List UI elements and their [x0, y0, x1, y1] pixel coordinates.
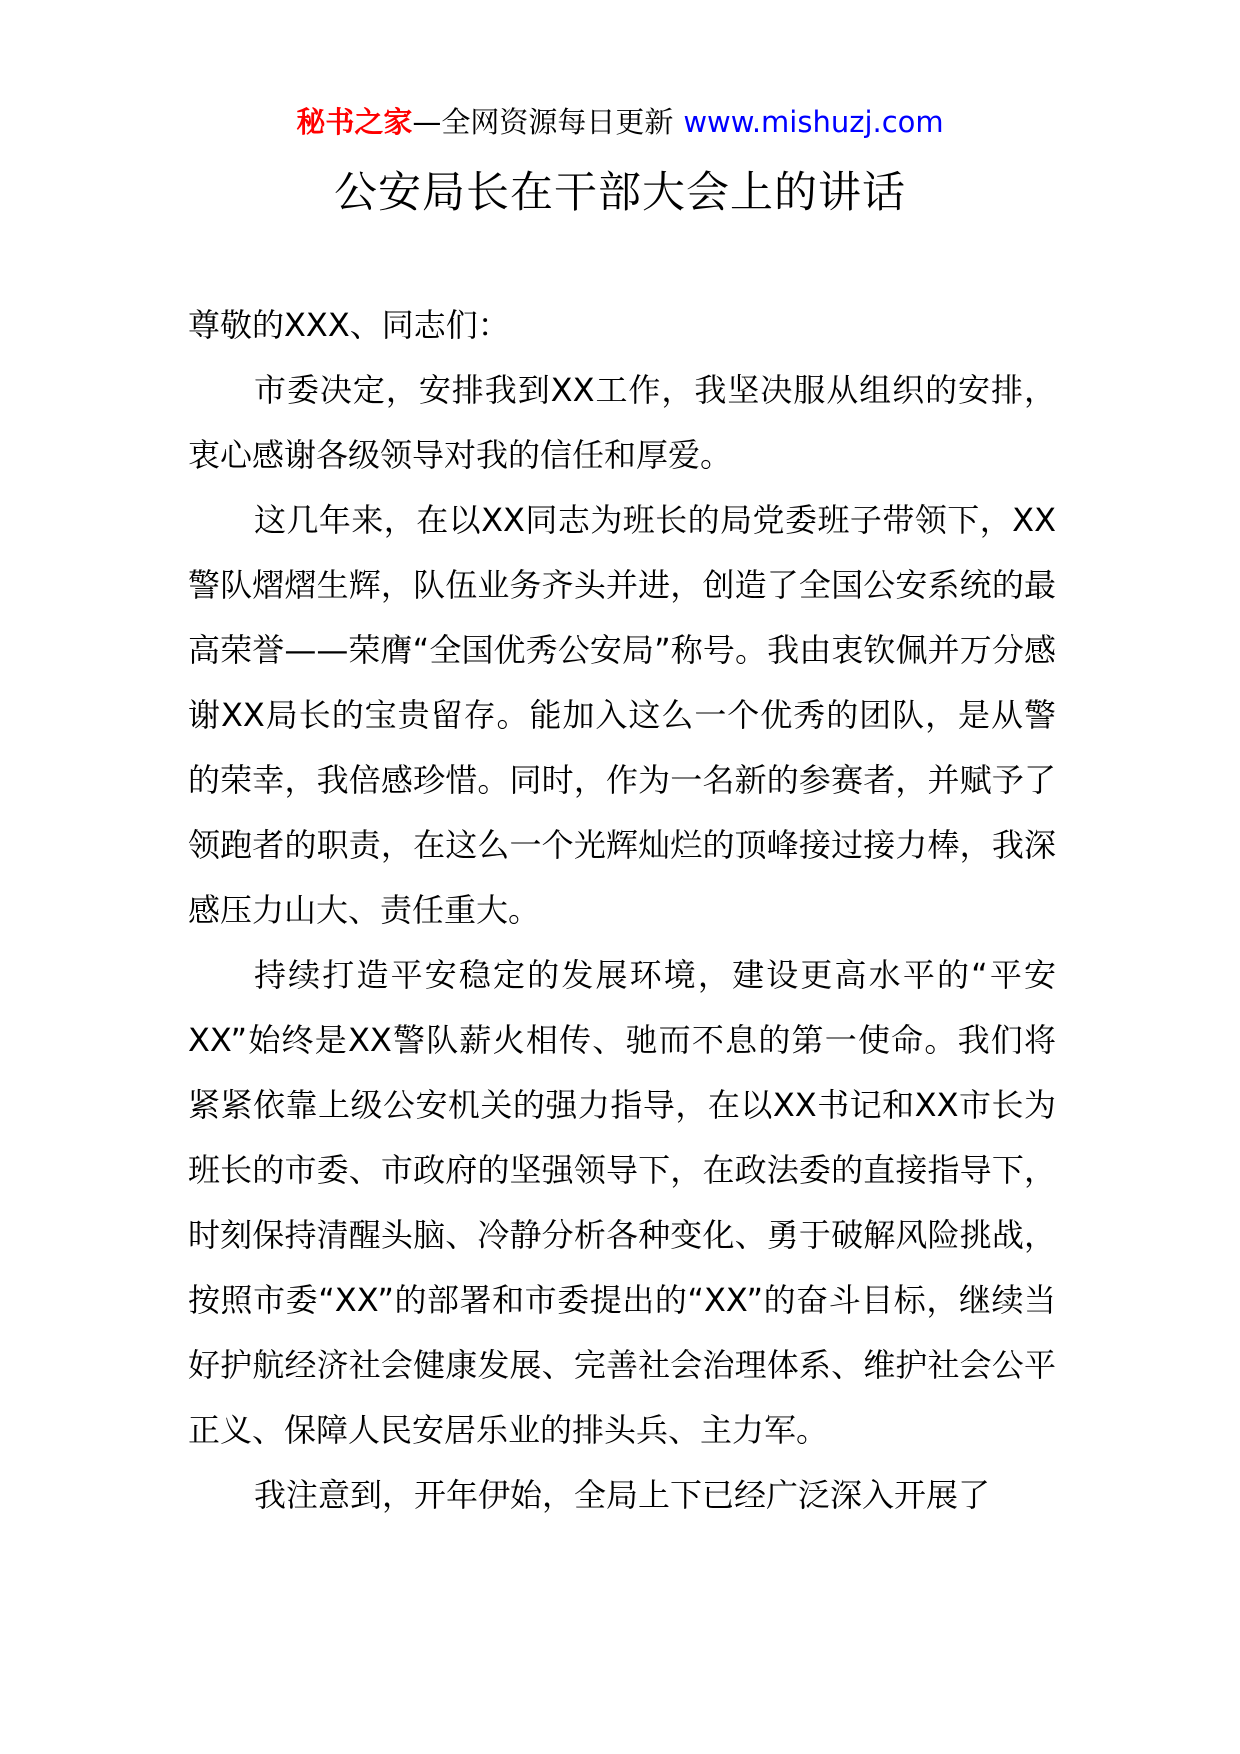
- document-title: 公安局长在干部大会上的讲话: [334, 168, 906, 218]
- site-url-link[interactable]: www.mishuzj.com: [683, 105, 944, 139]
- body-paragraph: 持续打造平安稳定的发展环境，建设更高水平的“平安XX”始终是XX警队薪火相传、驰而不息的第一使命。我们将紧紧依靠上级公安机关的强力指导，在以XX书记和XX市长为班长的市委、市政府的坚强领导下，在政法委的直接指导下，时刻保持清醒头脑、冷静分析各种变化、勇于破解风险挑战，按照市委“XX”的部署和市委提出的“XX”的奋斗目标，继续当好护航经济社会健康发展、完善社会治理体系、维护社会公平正义、保障人民安居乐业的排头兵、主力军。: [188, 956, 1056, 1449]
- brand-name: 秘书之家: [296, 105, 413, 139]
- salutation: 尊敬的XXX、同志们：: [188, 306, 510, 344]
- body-paragraph: 这几年来，在以XX同志为班长的局党委班子带领下，XX警队熠熠生辉，队伍业务齐头并进，创造了全国公安系统的最高荣誉——荣膺“全国优秀公安局”称号。我由衷钦佩并万分感谢XX局长的宝贵留存。能加入这么一个优秀的团队，是从警的荣幸，我倍感珍惜。同时，作为一名新的参赛者，并赋予了领跑者的职责，在这么一个光辉灿烂的顶峰接过接力棒，我深感压力山大、责任重大。: [188, 501, 1056, 929]
- body-paragraph: 我注意到，开年伊始，全局上下已经广泛深入开展了: [254, 1476, 991, 1514]
- document-body: [188, 293, 1056, 1528]
- watermark-header: [0, 100, 1240, 144]
- header-tagline: —全网资源每日更新: [412, 105, 674, 139]
- body-paragraph: 市委决定，安排我到XX工作，我坚决服从组织的安排，衷心感谢各级领导对我的信任和厚爱。: [188, 371, 1056, 474]
